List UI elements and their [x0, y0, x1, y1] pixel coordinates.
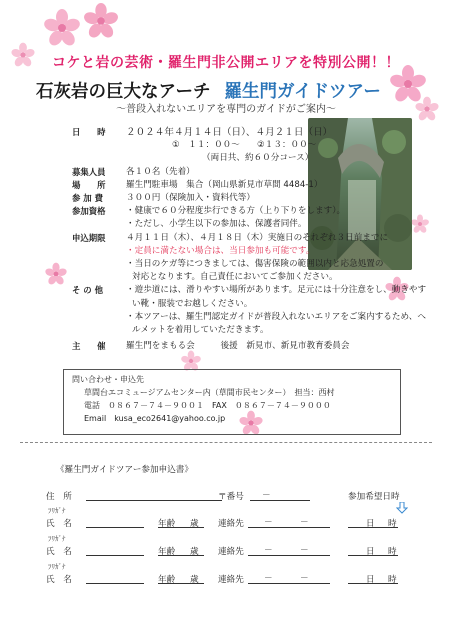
phone-dash: － [300, 546, 309, 556]
deadline-value: ４月１１日（木）、４月１８日（木）実施日のそれぞれ３日前までに [126, 232, 389, 243]
other-line: ・遊歩道には、滑りやすい場所があります。足元には十分注意をし、動きやす [126, 285, 427, 296]
title-accent: 羅生門ガイドツアー [224, 82, 381, 102]
capacity-label: 募集人員 [72, 166, 106, 177]
contact-heading: 問い合わせ・申込先 [72, 375, 144, 384]
phone-field[interactable] [248, 545, 330, 556]
day-unit: 日 [366, 547, 375, 557]
age-unit: 歳 [190, 519, 199, 529]
sakura-decoration [42, 8, 82, 48]
name-field[interactable] [86, 517, 144, 528]
hour-unit: 時 [388, 519, 397, 529]
fee-value: ３００円（保険加入・資料代等） [126, 193, 255, 204]
address-row [46, 490, 426, 504]
qualification-row [72, 205, 392, 218]
name-label: 氏 名 [46, 519, 72, 529]
other-line: ルメットを着用していただきます。 [132, 325, 269, 336]
name-row [46, 517, 426, 531]
host-label: 主 催 [72, 341, 106, 352]
day-unit: 日 [366, 519, 375, 529]
sakura-decoration [82, 2, 120, 40]
deadline-note: 対応となります。自己責任においてご参加ください。 [132, 272, 338, 283]
host-value: 羅生門をまもる会 後援 新見市、新見市教育委員会 [126, 341, 350, 352]
form-title: 《羅生門ガイドツアー参加申込書》 [56, 465, 193, 475]
phone-dash: － [300, 518, 309, 528]
other-line: い靴・服装でお越しください。 [132, 298, 253, 309]
phone-field[interactable] [248, 573, 330, 584]
times-note: （両日共、約６０分コース） [202, 153, 314, 164]
postal-label: 〒番号 [218, 492, 244, 502]
wish-label: 参加希望日時 [348, 492, 400, 502]
contact-box [63, 369, 401, 435]
qualification-label: 参加資格 [72, 206, 106, 217]
address-label: 住 所 [46, 492, 72, 502]
phone-field[interactable] [248, 517, 330, 528]
hour-unit: 時 [388, 575, 397, 585]
name-row [46, 573, 426, 587]
sakura-decoration [44, 262, 68, 286]
furigana-label: ﾌﾘｶﾞﾅ [48, 563, 66, 571]
name-label: 氏 名 [46, 575, 72, 585]
deadline-row [72, 232, 392, 245]
cut-line [20, 442, 432, 443]
capacity-value: 各１０名（先着） [126, 166, 195, 177]
date-row [72, 126, 392, 139]
name-row [46, 545, 426, 559]
contact-phone: 電話 ０８６７－７４－９００１ FAX ０８６７－７４－９０００ [84, 401, 331, 410]
furigana-label: ﾌﾘｶﾞﾅ [48, 507, 66, 515]
arrow-down-icon [396, 502, 408, 514]
contact-label: 連絡先 [218, 519, 244, 529]
age-unit: 歳 [190, 575, 199, 585]
age-label: 年齢 [158, 575, 176, 585]
place-value: 羅生門駐車場 集合（岡山県新見市草間 4484-1） [126, 179, 323, 190]
other-line: ・本ツアーは、羅生門認定ガイドが普段入れないエリアをご案内するため、へ [126, 311, 426, 322]
deadline-note: ・当日のケガ等につきましては、傷害保険の範囲以内と応急処置の [126, 259, 384, 270]
title-main: 石灰岩の巨大なアーチ [36, 82, 211, 102]
place-label: 場 所 [72, 179, 106, 190]
name-field[interactable] [86, 573, 144, 584]
headline: コケと岩の芸術・羅生門非公開エリアを特別公開！！ [52, 55, 400, 71]
phone-dash: － [264, 574, 273, 584]
other-row [72, 284, 427, 297]
name-label: 氏 名 [46, 547, 72, 557]
fee-label: 参 加 費 [72, 193, 103, 204]
times-value: ① １１：００～ ②１３：００～ [172, 140, 317, 151]
postal-field[interactable] [250, 490, 310, 501]
host-row [72, 340, 392, 353]
phone-dash: － [264, 546, 273, 556]
capacity-row [72, 166, 392, 179]
phone-dash: － [300, 574, 309, 584]
contact-org: 草間台エコミュージアムセンター内（草間市民センター） 担当：西村 [84, 388, 335, 397]
date-value: ２０２４年４月１４日（日）、４月２１日（日） [126, 127, 333, 138]
place-row [72, 179, 392, 192]
sakura-decoration [410, 214, 430, 234]
day-unit: 日 [366, 575, 375, 585]
fee-row [72, 192, 392, 205]
contact-email[interactable]: Email kusa_eco2641@yahoo.co.jp [84, 414, 226, 423]
date-label: 日 時 [72, 127, 106, 137]
phone-dash: － [264, 518, 273, 528]
age-label: 年齢 [158, 519, 176, 529]
event-info [72, 126, 427, 353]
age-label: 年齢 [158, 547, 176, 557]
other-label: そ の 他 [72, 285, 103, 296]
contact-label: 連絡先 [218, 547, 244, 557]
qualification-line: ・健康で６０分程度歩行できる方（上り下りをします）。 [126, 206, 346, 217]
postal-dash: － [262, 491, 271, 501]
deadline-label: 申込期限 [72, 232, 106, 243]
subtitle: ～普段入れないエリアを専門のガイドがご案内～ [116, 104, 336, 115]
contact-label: 連絡先 [218, 575, 244, 585]
qualification-line: ・ただし、小学生以下の参加は、保護者同伴。 [126, 219, 307, 230]
address-field[interactable] [86, 490, 222, 501]
hour-unit: 時 [388, 547, 397, 557]
deadline-note: ・定員に満たない場合は、当日参加も可能です。 [126, 245, 315, 256]
furigana-label: ﾌﾘｶﾞﾅ [48, 535, 66, 543]
name-field[interactable] [86, 545, 144, 556]
age-unit: 歳 [190, 547, 199, 557]
